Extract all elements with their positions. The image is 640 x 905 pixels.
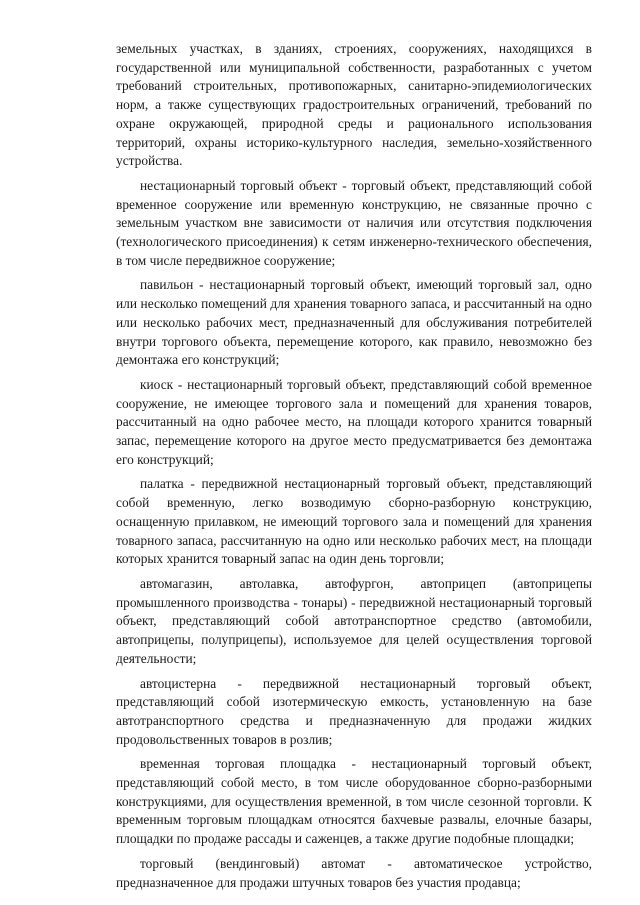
document-body [116, 40, 592, 898]
paragraph-automobile-shop: автомагазин, автолавка, автофургон, автоприцеп (автоприцепы промышленного производства - тонары) - передвижной нестационарный торговый объект, представляющий собой автотранспортное средство (автомобили, автоприцепы, полуприцепы), используемое для целей осуществления торговой деятельности; [116, 575, 592, 666]
paragraph-tank-truck: автоцистерна - передвижной нестационарный торговый объект, представляющий собой изотермическую емкость, установленную на базе автотранспортного средства и предназначенную для продажи жидких продовольственных товаров в розлив; [116, 675, 592, 747]
paragraph-continuation: земельных участках, в зданиях, строениях, сооружениях, находящихся в государственной или муниципальной собственности, разработанных с учетом требований строительных, противопожарных, санитарно-эпидемиологических норм, а также существующих градостроительных ограничений, требований по охране окружающей, природной среды и рационального использования территорий, охраны историко-культурного наследия, земельно-хозяйственного устройства. [116, 41, 592, 169]
paragraph-temporary-trade-area: временная торговая площадка - нестационарный торговый объект, представляющий собой место, в том числе оборудованное сборно-разборными конструкциями, для осуществления временной, в том числе сезонной торговли. К временным торговым площадкам относятся бахчевые развалы, елочные базары, площадки по продаже рассады и саженцев, а также другие подобные площадки; [116, 756, 592, 847]
paragraph-kiosk: киоск - нестационарный торговый объект, представляющий собой временное сооружение, не имеющее торгового зала и помещений для хранения товаров, рассчитанный на одно рабочее место, на площади которого хранится товарный запас, перемещение которого на другое место предусматривается без демонтажа его конструкций; [116, 376, 592, 467]
paragraph-tent: палатка - передвижной нестационарный торговый объект, представляющий собой временную, легко возводимую сборно-разборную конструкцию, оснащенную прилавком, не имеющий торгового зала и помещений для хранения товарного запаса, рассчитанную на одно или несколько рабочих мест, на площади которых хранится товарный запас на один день торговли; [116, 476, 592, 567]
paragraph-nonstationary-object: нестационарный торговый объект - торговый объект, представляющий собой временное сооружение или временную конструкцию, не связанные прочно с земельным участком вне зависимости от наличия или отсутствия подключения (технологического присоединения) к сетям инженерно-технического обеспечения, в том числе передвижное сооружение; [116, 177, 592, 268]
paragraph-pavilion: павильон - нестационарный торговый объект, имеющий торговый зал, одно или несколько помещений для хранения товарного запаса, и рассчитанный на одно или несколько рабочих мест, предназначенный для обслуживания потребителей внутри торгового объекта, перемещение которого, как правило, невозможно без демонтажа его конструкций; [116, 277, 592, 368]
paragraph-vending-machine: торговый (вендинговый) автомат - автоматическое устройство, предназначенное для продажи штучных товаров без участия продавца; [116, 855, 592, 890]
